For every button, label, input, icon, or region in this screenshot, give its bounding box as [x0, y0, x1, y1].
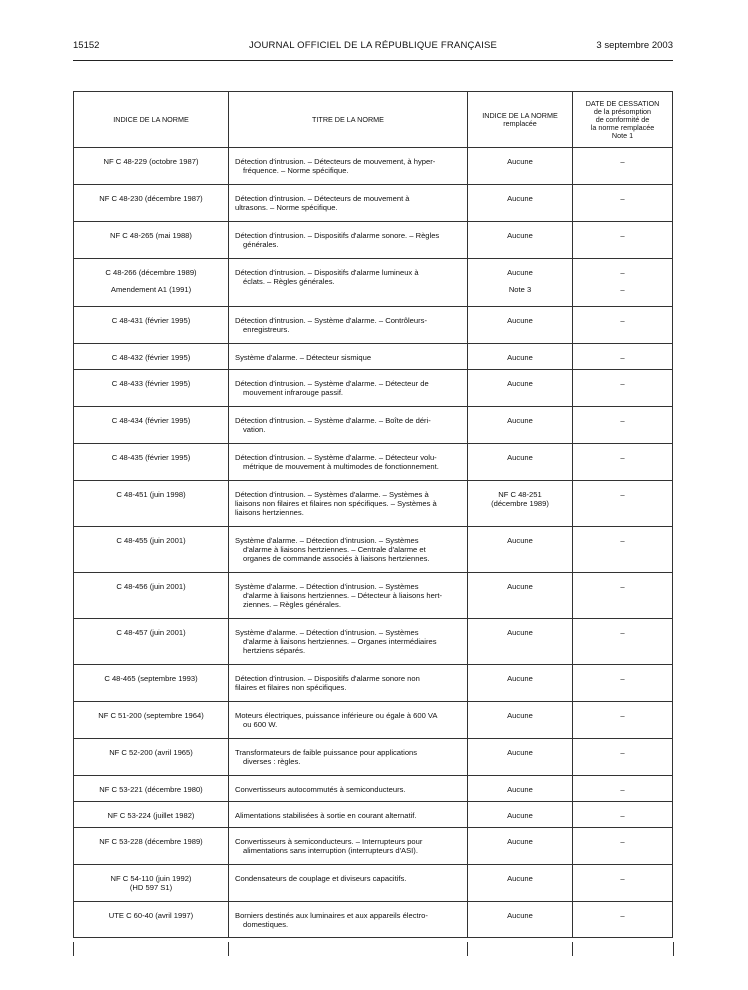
- cell-cessation: –: [573, 370, 673, 407]
- cell-cessation: –: [573, 444, 673, 481]
- cell-titre: Détection d'intrusion. – Détecteurs de mouvement à ultrasons. – Norme spécifique.: [229, 185, 468, 222]
- table-row: [74, 665, 673, 702]
- page-header: [73, 40, 673, 54]
- cell-cessation: –: [573, 307, 673, 344]
- cell-cessation: –: [573, 527, 673, 573]
- cell-cessation: –: [573, 902, 673, 938]
- cell-cessation: –: [573, 739, 673, 776]
- table-row: [74, 307, 673, 344]
- cell-indice: NF C 48-230 (décembre 1987): [74, 185, 229, 222]
- cell-titre: Système d'alarme. – Détection d'intrusion. – Systèmes d'alarme à liaisons hertziennes. – Détecteur à liaisons hert- ziennes. – Règles générales.: [229, 573, 468, 619]
- cell-remplacee: Aucune: [468, 444, 573, 481]
- publication-date: 3 septembre 2003: [596, 40, 673, 51]
- cell-remplacee: Aucune: [468, 222, 573, 259]
- table-row: [74, 407, 673, 444]
- cell-indice: C 48-431 (février 1995): [74, 307, 229, 344]
- cell-cessation: –: [573, 619, 673, 665]
- cell-cessation: –: [573, 185, 673, 222]
- cell-cessation: –: [573, 776, 673, 802]
- cell-remplacee: Aucune: [468, 573, 573, 619]
- cell-remplacee: Aucune: [468, 702, 573, 739]
- cell-indice: NF C 53-228 (décembre 1989): [74, 828, 229, 865]
- table-row: [74, 828, 673, 865]
- table-row: [74, 573, 673, 619]
- cell-cessation: –: [573, 481, 673, 527]
- cell-titre: Alimentations stabilisées à sortie en courant alternatif.: [229, 802, 468, 828]
- table-row: [74, 902, 673, 938]
- table-header-row: [74, 92, 673, 148]
- cell-remplacee: Aucune: [468, 865, 573, 902]
- cell-remplacee: Aucune: [468, 776, 573, 802]
- cell-titre: Détection d'intrusion. – Système d'alarme. – Contrôleurs- enregistreurs.: [229, 307, 468, 344]
- cell-titre: Détection d'intrusion. – Dispositifs d'alarme sonore. – Règles générales.: [229, 222, 468, 259]
- cell-titre: Système d'alarme. – Détection d'intrusion. – Systèmes d'alarme à liaisons hertziennes. – Organes intermédiaires hertziens séparés.: [229, 619, 468, 665]
- col-header-cessation: DATE DE CESSATION de la présomption de conformité de la norme remplacée Note 1: [573, 92, 673, 148]
- cell-cessation: –: [573, 407, 673, 444]
- cell-indice: NF C 48-229 (octobre 1987): [74, 148, 229, 185]
- cell-titre: Borniers destinés aux luminaires et aux appareils électro- domestiques.: [229, 902, 468, 938]
- table-row: [74, 527, 673, 573]
- table-row: [74, 802, 673, 828]
- cell-titre: Convertisseurs à semiconducteurs. – Interrupteurs pour alimentations sans interruption (interrupteurs d'ASI).: [229, 828, 468, 865]
- cell-cessation: –: [573, 222, 673, 259]
- cell-cessation: –: [573, 665, 673, 702]
- cell-cessation: –: [573, 865, 673, 902]
- cell-indice: C 48-435 (février 1995): [74, 444, 229, 481]
- cell-remplacee: Aucune: [468, 902, 573, 938]
- table-row: [74, 344, 673, 370]
- cell-remplacee: Aucune: [468, 619, 573, 665]
- cell-cessation: –: [573, 702, 673, 739]
- header-rule: [73, 60, 673, 61]
- cell-cessation: –: [573, 344, 673, 370]
- cell-remplacee: Aucune Note 3: [468, 259, 573, 307]
- cell-remplacee: Aucune: [468, 407, 573, 444]
- cell-indice: C 48-434 (février 1995): [74, 407, 229, 444]
- cell-remplacee: NF C 48-251 (décembre 1989): [468, 481, 573, 527]
- cell-indice: C 48-432 (février 1995): [74, 344, 229, 370]
- table-row: [74, 259, 673, 307]
- table-row: [74, 739, 673, 776]
- cell-titre: Transformateurs de faible puissance pour applications diverses : règles.: [229, 739, 468, 776]
- cell-remplacee: Aucune: [468, 185, 573, 222]
- cell-remplacee: Aucune: [468, 344, 573, 370]
- table-row: [74, 481, 673, 527]
- page-number: 15152: [73, 40, 100, 51]
- cell-cessation: –: [573, 573, 673, 619]
- column-divider: [228, 942, 229, 956]
- cell-titre: Détection d'intrusion. – Détecteurs de mouvement, à hyper- fréquence. – Norme spécifique.: [229, 148, 468, 185]
- cell-indice: C 48-455 (juin 2001): [74, 527, 229, 573]
- journal-title: JOURNAL OFFICIEL DE LA RÉPUBLIQUE FRANÇAISE: [248, 40, 498, 51]
- cell-titre: Détection d'intrusion. – Dispositifs d'alarme sonore non filaires et filaires non spécifiques.: [229, 665, 468, 702]
- cell-titre: Détection d'intrusion. – Dispositifs d'alarme lumineux à éclats. – Règles générales.: [229, 259, 468, 307]
- cell-remplacee: Aucune: [468, 665, 573, 702]
- column-divider: [467, 942, 468, 956]
- cell-remplacee: Aucune: [468, 802, 573, 828]
- cell-titre: Convertisseurs autocommutés à semiconducteurs.: [229, 776, 468, 802]
- cell-titre: Système d'alarme. – Détecteur sismique: [229, 344, 468, 370]
- table-row: [74, 619, 673, 665]
- cell-indice: NF C 53-221 (décembre 1980): [74, 776, 229, 802]
- table-row: [74, 702, 673, 739]
- col-header-titre: TITRE DE LA NORME: [229, 92, 468, 148]
- cell-indice: C 48-456 (juin 2001): [74, 573, 229, 619]
- table-row: [74, 865, 673, 902]
- table-row: [74, 222, 673, 259]
- cell-remplacee: Aucune: [468, 739, 573, 776]
- column-divider: [572, 942, 573, 956]
- cell-titre: Détection d'intrusion. – Système d'alarme. – Boîte de déri- vation.: [229, 407, 468, 444]
- table-row: [74, 148, 673, 185]
- norms-table: [73, 91, 673, 938]
- cell-indice: NF C 53-224 (juillet 1982): [74, 802, 229, 828]
- cell-remplacee: Aucune: [468, 148, 573, 185]
- cell-titre: Système d'alarme. – Détection d'intrusion. – Systèmes d'alarme à liaisons hertziennes. – Centrale d'alarme et organes de commande associés à liaisons hertziennes.: [229, 527, 468, 573]
- table-continuation: [73, 942, 674, 956]
- cell-titre: Moteurs électriques, puissance inférieure ou égale à 600 VA ou 600 W.: [229, 702, 468, 739]
- table-row: [74, 776, 673, 802]
- cell-remplacee: Aucune: [468, 527, 573, 573]
- table-row: [74, 444, 673, 481]
- cell-titre: Détection d'intrusion. – Système d'alarme. – Détecteur volu- métrique de mouvement à multimodes de fonctionnement.: [229, 444, 468, 481]
- table-row: [74, 185, 673, 222]
- cell-indice: C 48-433 (février 1995): [74, 370, 229, 407]
- cell-cessation: –: [573, 828, 673, 865]
- cell-indice: NF C 54-110 (juin 1992) (HD 597 S1): [74, 865, 229, 902]
- cell-remplacee: Aucune: [468, 828, 573, 865]
- cell-indice: C 48-266 (décembre 1989) Amendement A1 (1991): [74, 259, 229, 307]
- cell-cessation: –: [573, 802, 673, 828]
- cell-indice: NF C 48-265 (mai 1988): [74, 222, 229, 259]
- cell-indice: C 48-465 (septembre 1993): [74, 665, 229, 702]
- cell-titre: Détection d'intrusion. – Système d'alarme. – Détecteur de mouvement infrarouge passif.: [229, 370, 468, 407]
- cell-remplacee: Aucune: [468, 307, 573, 344]
- cell-indice: UTE C 60-40 (avril 1997): [74, 902, 229, 938]
- cell-indice: C 48-451 (juin 1998): [74, 481, 229, 527]
- col-header-remplacee: INDICE DE LA NORME remplacée: [468, 92, 573, 148]
- cell-indice: NF C 51-200 (septembre 1964): [74, 702, 229, 739]
- cell-remplacee: Aucune: [468, 370, 573, 407]
- cell-cessation: – –: [573, 259, 673, 307]
- cell-cessation: –: [573, 148, 673, 185]
- col-header-indice: INDICE DE LA NORME: [74, 92, 229, 148]
- cell-titre: Détection d'intrusion. – Systèmes d'alarme. – Systèmes à liaisons non filaires et filaires non spécifiques. – Systèmes à liaisons hertziennes.: [229, 481, 468, 527]
- cell-titre: Condensateurs de couplage et diviseurs capacitifs.: [229, 865, 468, 902]
- cell-indice: NF C 52-200 (avril 1965): [74, 739, 229, 776]
- cell-indice: C 48-457 (juin 2001): [74, 619, 229, 665]
- table-row: [74, 370, 673, 407]
